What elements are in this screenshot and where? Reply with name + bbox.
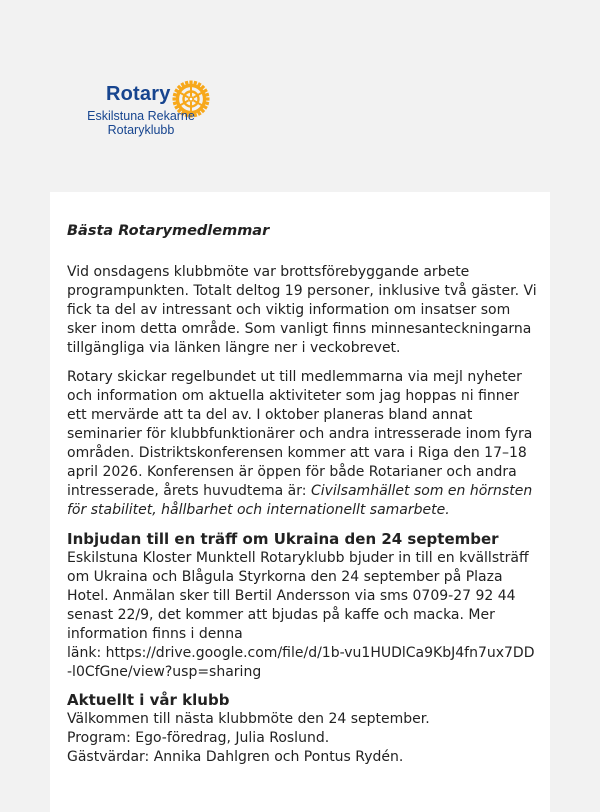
club-news-heading: Aktuellt i vår klubb	[67, 691, 230, 709]
logo-club-name	[66, 109, 216, 137]
ukraine-info-link[interactable]: https://drive.google.com/file/d/1b-vu1HUDlCa9KbJ4fn7ux7DD-l0CfGne/view?usp=sharing	[67, 645, 535, 680]
next-meeting-line: Välkommen till nästa klubbmöte den 24 september.	[67, 711, 430, 727]
ukraine-section	[67, 530, 537, 682]
logo-club-line1: Eskilstuna Rekarne	[87, 109, 195, 123]
link-label: länk:	[67, 645, 102, 661]
guest-hosts-line: Gästvärdar: Annika Dahlgren och Pontus Rydén.	[67, 749, 404, 765]
district-paragraph-text: Rotary skickar regelbundet ut till medlemmarna via mejl nyheter och information om aktuella aktiviteter som jag hoppas ni finner ett mervärde att ta del av. I oktober planeras bland annat seminarier för klubbfunktionärer och andra intresserade inom fyra områden. Distriktskonferensen kommer att vara i Riga den 17–18 april 2026. Konferensen är öppen för både Rotarianer och andra intresserade, årets huvudtema är:	[67, 369, 533, 499]
logo-club-line2: Rotaryklubb	[107, 123, 175, 137]
ukraine-heading: Inbjudan till en träff om Ukraina den 24 september	[67, 530, 499, 548]
club-news-section	[67, 691, 537, 767]
intro-paragraph: Vid onsdagens klubbmöte var brottsförebyggande arbete programpunkten. Totalt deltog 19 personer, inklusive två gäster. Vi fick ta del av intressant och viktig information om insatser som sker inom detta område. Som vanligt finns minnesanteckningarna tillgängliga via länken längre ner i veckobrevet.	[67, 264, 537, 356]
conference-theme: Civilsamhället som en hörnsten för stabilitet, hållbarhet och internationellt samarbete.	[67, 483, 533, 518]
logo-wordmark: Rotary	[106, 83, 171, 105]
ukraine-body	[67, 549, 537, 682]
greeting: Bästa Rotarymedlemmar	[67, 223, 270, 239]
newsletter-card	[50, 192, 550, 812]
program-line: Program: Ego-föredrag, Julia Roslund.	[67, 730, 330, 746]
ukraine-body-text: Eskilstuna Kloster Munktell Rotaryklubb bjuder in till en kvällsträff om Ukraina och Blågula Styrkorna den 24 september på Plaza Hotel. Anmälan sker till Bertil Andersson via sms 0709-27 92 44 senast 22/9, det kommer att bjudas på kaffe och macka. Mer information finns i denna	[67, 550, 529, 642]
district-paragraph	[67, 368, 537, 520]
newsletter-content	[67, 223, 537, 776]
club-news-body	[67, 710, 537, 767]
rotary-logo[interactable]	[66, 78, 226, 140]
